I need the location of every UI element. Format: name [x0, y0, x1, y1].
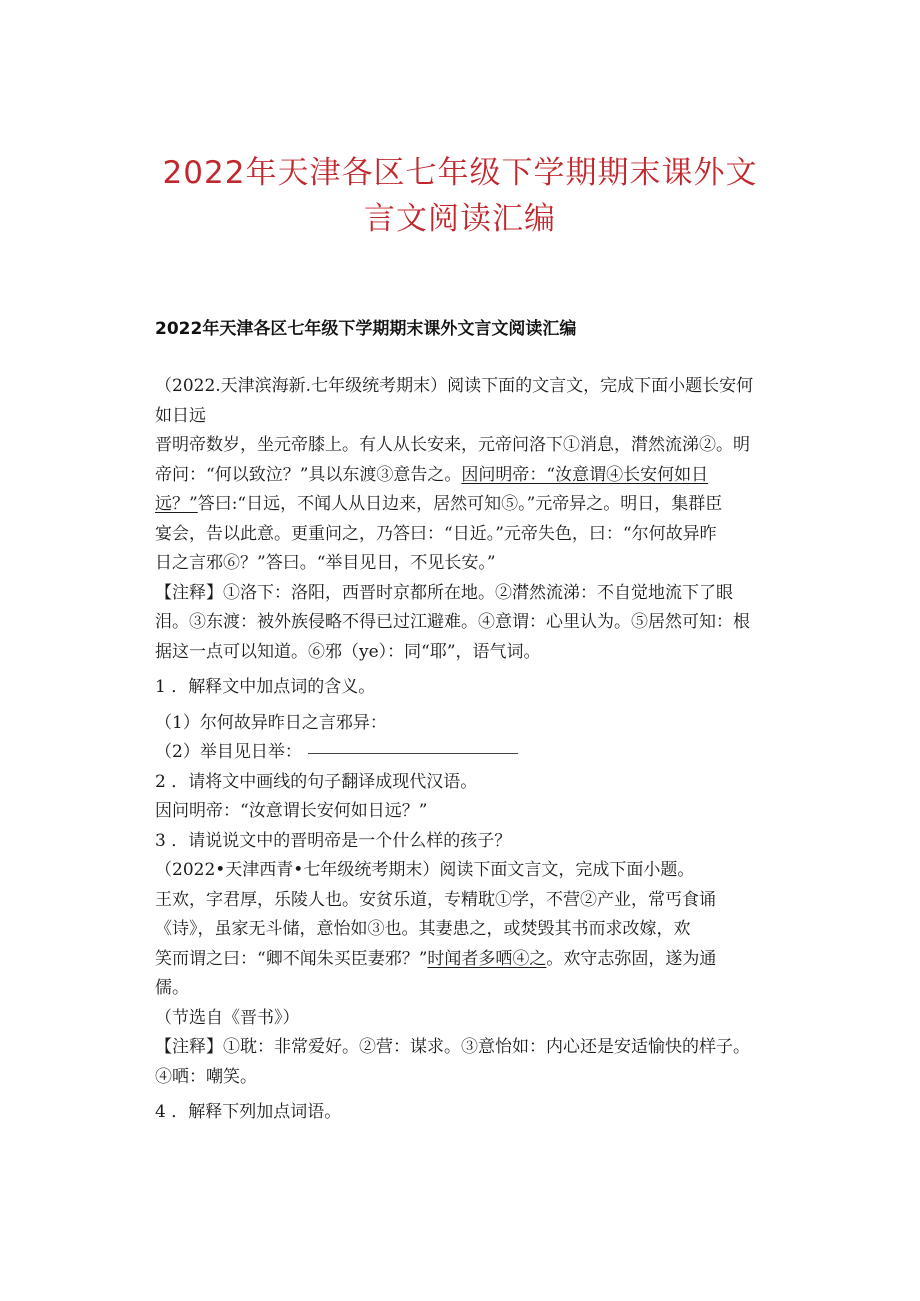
question-1-part-a: （1）尔何故异昨日之言邪异： — [155, 712, 387, 733]
passage1-text-line — [155, 490, 765, 520]
question-1: 1 ．解释文中加点词的含义。 — [155, 677, 376, 697]
passage2-text-segment: 笑而谓之曰：“卿不闻朱买臣妻邪？” — [155, 948, 428, 969]
passage1-text-line: 晋明帝数岁，坐元帝膝上。有人从长安来，元帝问洛下①消息，潸然流涕②。明 — [155, 435, 750, 455]
passage2-text-segment: 。欢守志弥固，遂为通 — [546, 948, 717, 969]
passage1-source: （2022.天津滨海新.七年级统考期末）阅读下面的文言文，完成下面小题长安何 — [155, 376, 754, 396]
question-2-sentence: 因问明帝：“汝意谓长安何如日远？” — [155, 801, 428, 821]
question-4: 4 ．解释下列加点词语。 — [155, 1102, 342, 1122]
passage1-text-segment: 帝问：“何以致泣？”具以东渡③意告之。 — [155, 464, 462, 485]
question-2: 2 ．请将文中画线的句子翻译成现代汉语。 — [155, 771, 478, 792]
document-subtitle: 2022年天津各区七年级下学期期末课外文言文阅读汇编 — [155, 319, 577, 339]
answer-blank[interactable] — [308, 752, 518, 754]
passage1-notes: 【注释】①洛下：洛阳，西晋时京都所在地。②潸然流涕：不自觉地流下了眼 — [155, 582, 733, 603]
passage2-text-line: 儒。 — [155, 978, 189, 998]
document-title: 2022年天津各区七年级下学期期末课外文言文阅读汇编 — [162, 155, 758, 237]
question-3: 3 ．请说说文中的晋明帝是一个什么样的孩子？ — [155, 830, 512, 851]
passage2-notes: ④哂：嘲笑。 — [155, 1066, 257, 1087]
passage1-text-line — [155, 461, 765, 491]
question-1-part-b-label: （2）举目见日举： — [155, 742, 302, 762]
underlined-sentence: 因问明帝：“汝意谓④长安何如日 — [461, 464, 709, 485]
passage1-notes: 据这一点可以知道。⑥邪（ye）：同“耶”，语气词。 — [155, 641, 541, 662]
passage1-text-segment: 答曰:“日远，不闻人从日边来，居然可知⑤。”元帝异之。明日，集群臣 — [197, 494, 723, 514]
passage2-text-line — [155, 945, 765, 975]
passage2-text-line: 王欢，字君厚，乐陵人也。安贫乐道，专精耽①学，不营②产业，常丐食诵 — [155, 889, 716, 910]
passage1-notes: 泪。③东渡：被外族侵略不得已过江避难。④意谓：心里认为。⑤居然可知：根 — [155, 612, 750, 632]
document-body — [155, 372, 765, 1128]
passage1-text-line: 日之言邪⑥？”答曰。“举目见日，不见长安。” — [155, 553, 496, 573]
passage2-notes: 【注释】①耽：非常爱好。②营：谋求。③意怡如：内心还是安适愉快的样子。 — [155, 1037, 750, 1057]
passage2-text-line: 《诗》，虽家无斗储，意怡如③也。其妻患之，或焚毁其书而求改嫁，欢 — [155, 919, 691, 939]
passage2-citation: （节选自《晋书》） — [155, 1007, 300, 1028]
question-1-part-b — [155, 738, 765, 768]
underlined-sentence: 时闻者多哂④之 — [427, 948, 547, 969]
passage2-source: （2022•天津西青•七年级统考期末）阅读下面文言文，完成下面小题。 — [155, 860, 695, 880]
passage1-text-line: 宴会，告以此意。更重问之，乃答曰：“日近。”元帝失色，曰：“尔何故异昨 — [155, 523, 717, 544]
passage1-source-cont: 如日远 — [155, 405, 206, 426]
underlined-sentence: 远？” — [155, 494, 198, 514]
